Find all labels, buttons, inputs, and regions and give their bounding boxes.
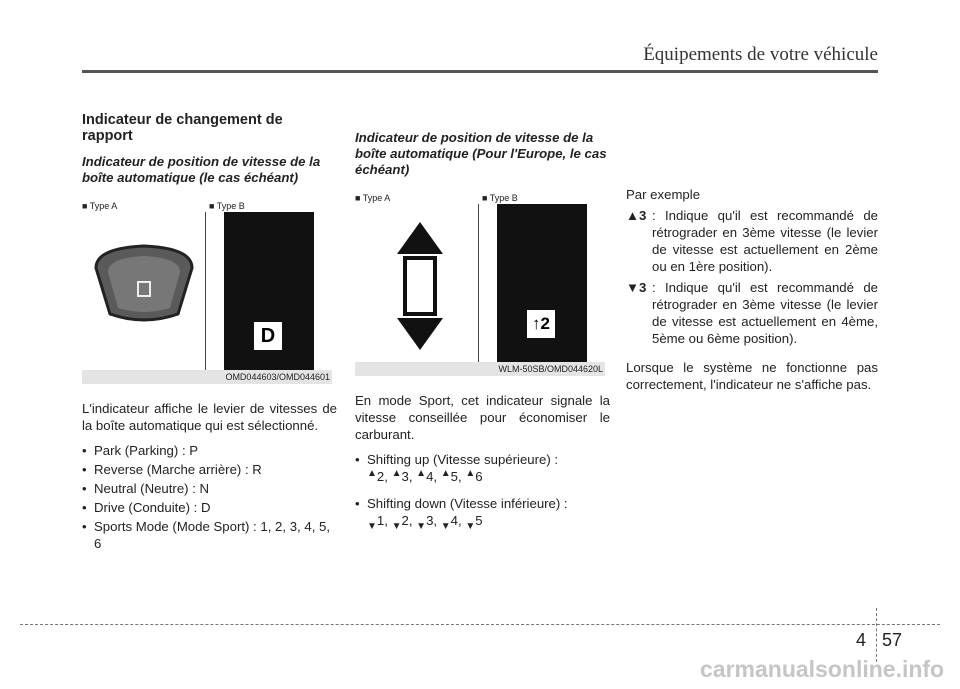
shift-value: 1: [376, 513, 385, 528]
figure-divider: [205, 212, 206, 372]
down-arrow-icon: ▼: [416, 521, 427, 532]
header-rule: [82, 70, 878, 73]
header-title: Équipements de votre véhicule: [643, 44, 878, 65]
shift-value: 3: [401, 469, 409, 484]
down-arrow-icon: ▼: [391, 521, 402, 532]
shift-value: 2: [401, 513, 409, 528]
list-item: • Neutral (Neutre) : N: [82, 480, 337, 497]
gear-indicator-figure-europe: [355, 190, 605, 376]
example-up-text: : Indique qu'il est recommandé de rétrograder en 3ème vitesse (le levier de vitesse est actuellement en 2ème ou en 1ère position).: [652, 208, 878, 274]
shift-value: 5: [450, 469, 458, 484]
paragraph: L'indicateur affiche le levier de vitesses de la boîte automatique qui est sélectionné.: [82, 401, 337, 433]
note: Lorsque le système ne fonctionne pas correctement, l'indicateur ne s'affiche pas.: [626, 360, 878, 392]
figure-code: OMD044603/OMD044601: [82, 370, 332, 384]
column-2: [355, 108, 610, 539]
up-arrow-icon: ▲: [367, 468, 377, 479]
list-item: • Shifting down (Vitesse inférieure) : $_▼$1, $_▼$2, $_▼$3, $_▼$4, $_▼$5: [355, 495, 610, 531]
shift-arrows-icon: [385, 220, 455, 352]
shift-value: 4: [450, 513, 458, 528]
example-title: Par exemple: [626, 187, 701, 202]
shift-value: 3: [426, 513, 434, 528]
type-a-label: ■ Type A: [82, 201, 118, 211]
gear-display: D: [254, 322, 282, 350]
shift-down-label: Shifting down (Vitesse inférieure) :: [367, 496, 568, 511]
footer-brand[interactable]: carmanualsonline.info: [700, 656, 945, 682]
gear-display: ↑2: [527, 310, 555, 338]
shift-list: [355, 451, 610, 531]
shift-value: 5: [475, 513, 483, 528]
up-arrow-icon: ▲: [391, 468, 402, 479]
up-3-icon: ▲3: [626, 208, 647, 223]
down-arrow-icon: ▼: [367, 521, 377, 532]
example-down: [626, 279, 878, 347]
section-heading: Indicateur de changement de rapport: [82, 112, 283, 144]
up-arrow-icon: ▲: [416, 468, 427, 479]
shift-knob-icon: [86, 238, 202, 330]
shift-value: 2: [376, 469, 385, 484]
bottom-rule: [20, 624, 940, 625]
column-1: [82, 108, 337, 560]
page-separator: [876, 608, 878, 662]
column-3: [626, 186, 878, 401]
gear-indicator-figure: [82, 198, 332, 384]
cluster-panel: [497, 204, 587, 366]
list-item: • Shifting up (Vitesse supérieure) : ▲2, ▲3, ▲4, ▲5, ▲6: [355, 451, 610, 487]
gear-list: [82, 442, 337, 552]
list-item: • Park (Parking) : P: [82, 442, 337, 459]
up-arrow-icon: ▲: [465, 468, 476, 479]
example-up: [626, 207, 878, 275]
down-arrow-icon: ▼: [465, 521, 476, 532]
section-subheading: Indicateur de position de vitesse de la boîte automatique (le cas échéant): [82, 154, 321, 185]
chapter-number: 4: [856, 630, 867, 650]
page-number: 57: [882, 630, 903, 650]
figure-divider: [478, 204, 479, 364]
list-item: • Drive (Conduite) : D: [82, 499, 337, 516]
type-b-label: ■ Type B: [482, 193, 518, 203]
section-subheading: Indicateur de position de vitesse de la boîte automatique (Pour l'Europe, le cas échéant): [355, 130, 607, 177]
down-3-icon: ▼3: [626, 280, 647, 295]
type-a-label: ■ Type A: [355, 193, 391, 203]
cluster-panel: [224, 212, 314, 374]
up-arrow-icon: ▲: [440, 468, 451, 479]
shift-value: 4: [426, 469, 434, 484]
down-arrow-icon: ▼: [440, 521, 451, 532]
shift-value: 6: [475, 469, 483, 484]
list-item: • Reverse (Marche arrière) : R: [82, 461, 337, 478]
example-down-text: : Indique qu'il est recommandé de rétrograder en 3ème vitesse (le levier de vitesse est actuellement en 4ème, 5ème ou 6ème position).: [652, 280, 878, 346]
list-item: • Sports Mode (Mode Sport) : 1, 2, 3, 4, 5, 6: [82, 518, 337, 552]
paragraph: En mode Sport, cet indicateur signale la vitesse conseillée pour économiser le carburant.: [355, 393, 610, 442]
shift-up-label: Shifting up (Vitesse supérieure) :: [367, 452, 559, 467]
figure-code: WLM-50SB/OMD044620L: [355, 362, 605, 376]
type-b-label: ■ Type B: [209, 201, 245, 211]
